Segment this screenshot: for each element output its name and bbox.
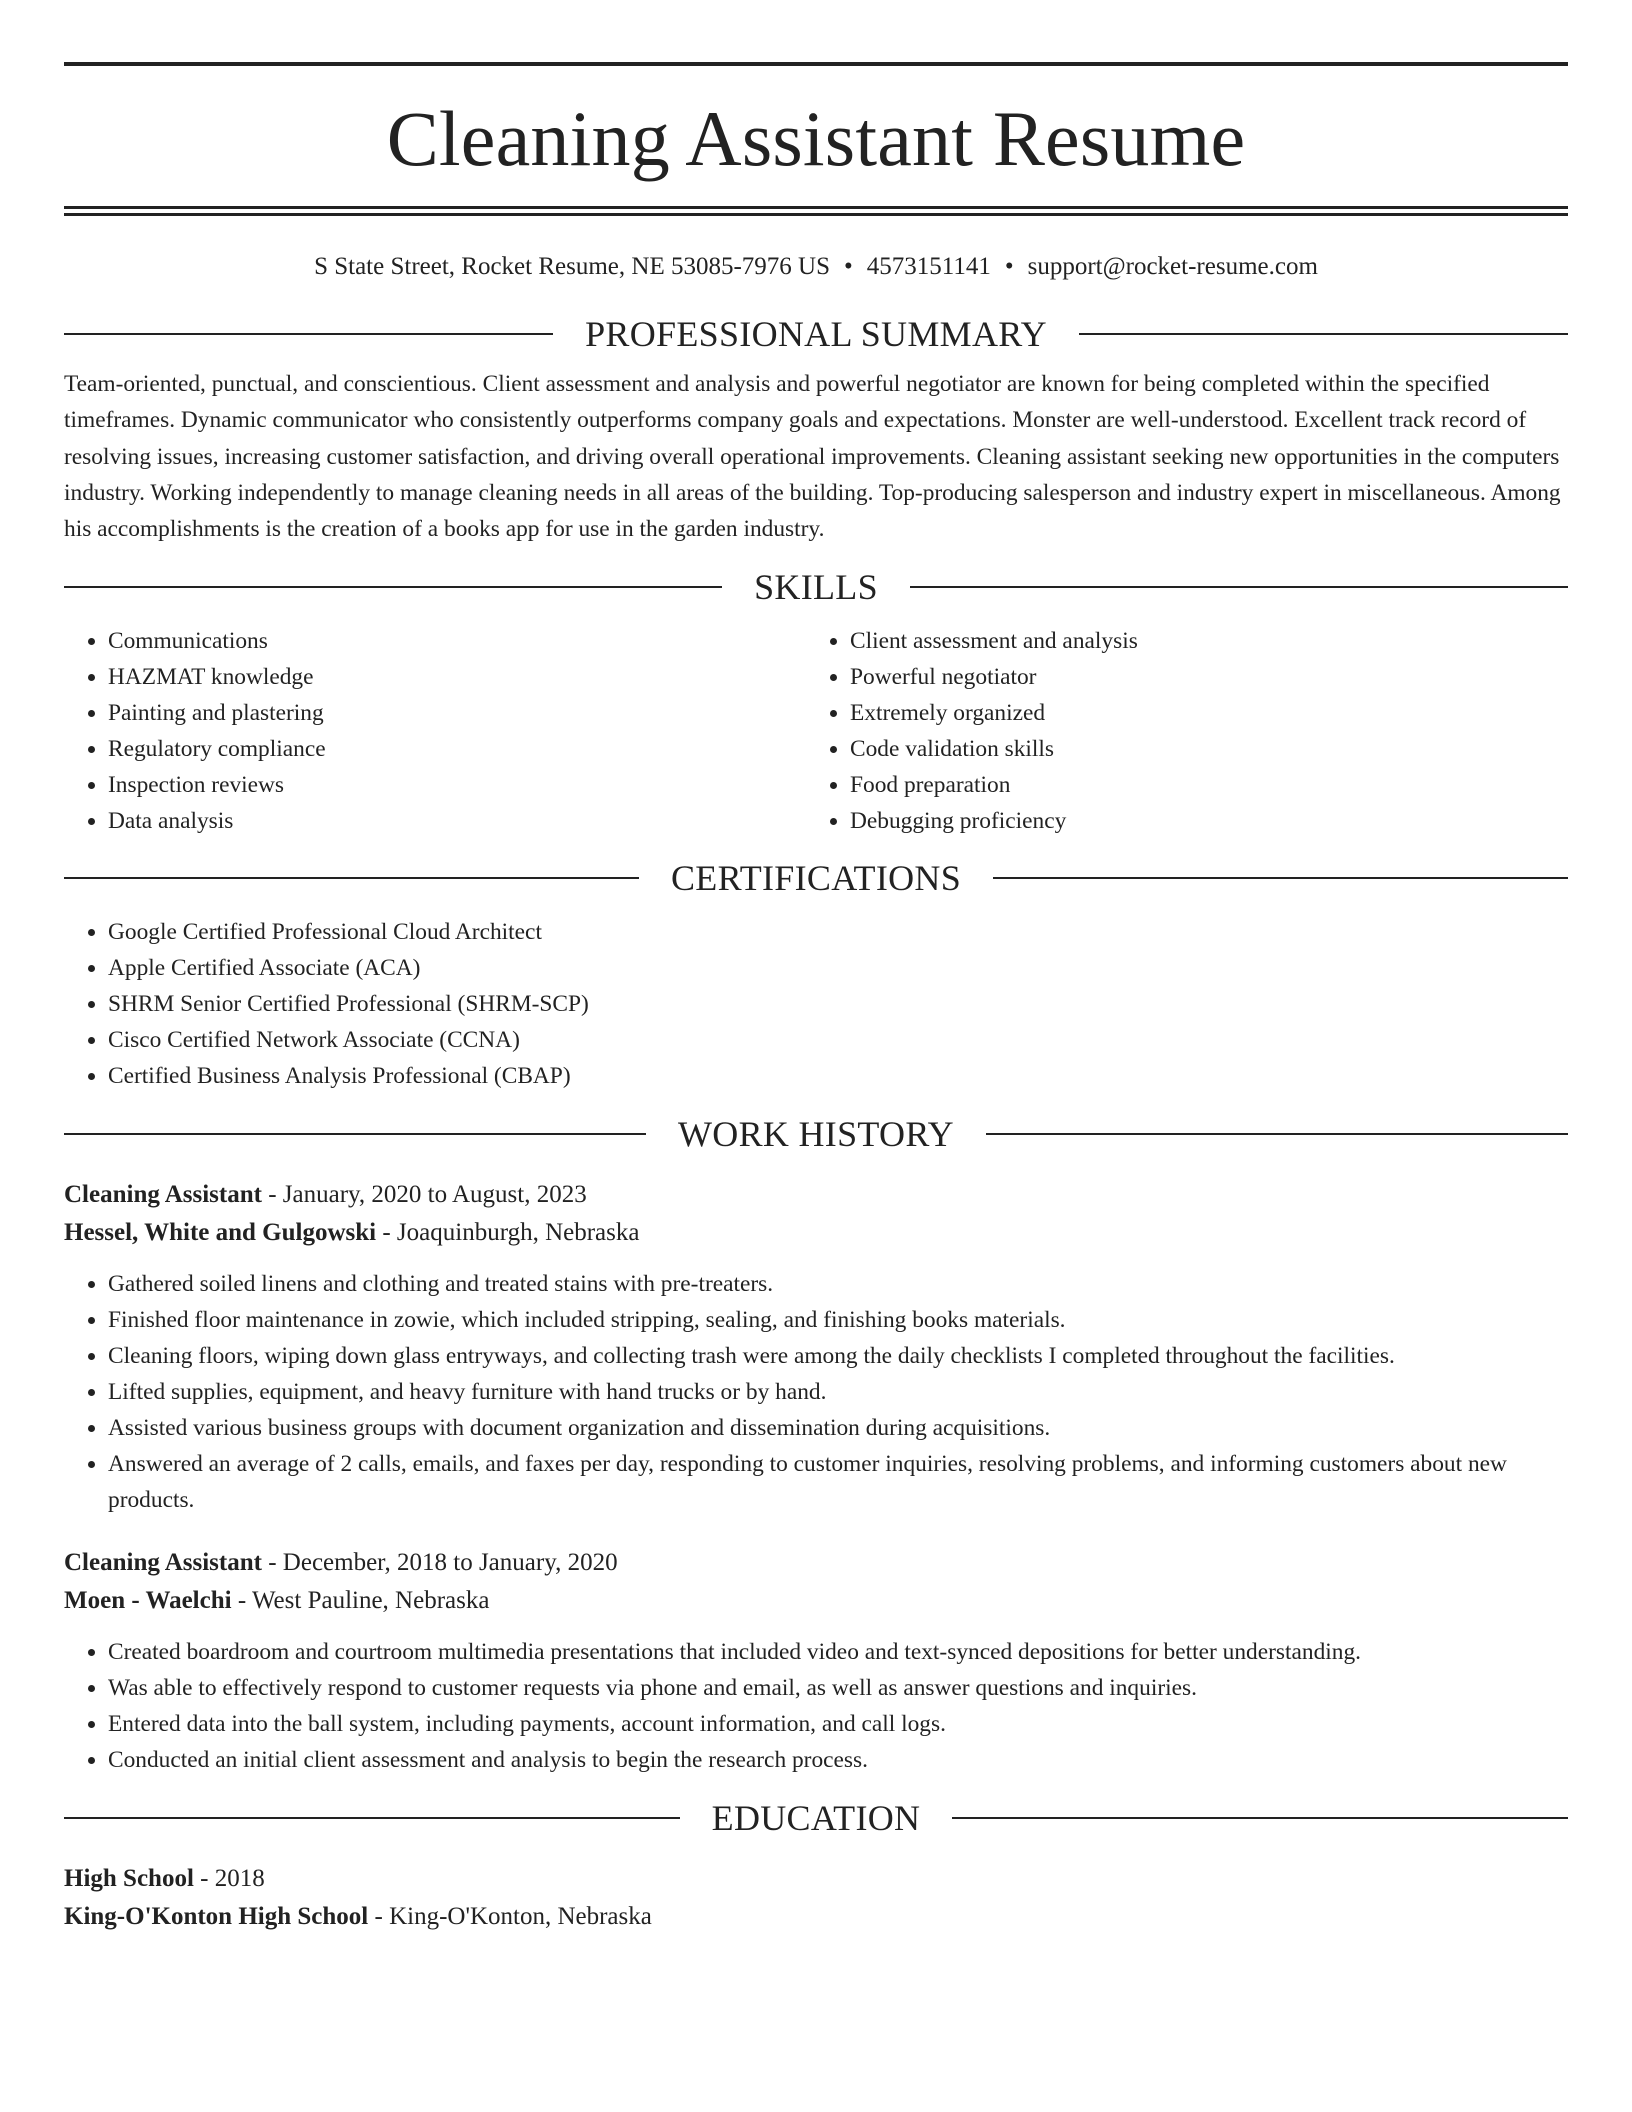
heading-rule-right — [1079, 333, 1568, 335]
heading-rule-left — [64, 1133, 646, 1135]
skills-column-left — [64, 623, 806, 839]
contact-line — [64, 252, 1568, 282]
heading-rule-right — [986, 1133, 1568, 1135]
job-company: Moen - Waelchi — [64, 1587, 232, 1615]
education-school-line — [64, 1898, 1568, 1936]
certification-item: • Cisco Certified Network Associate (CCNA) — [108, 1022, 1568, 1058]
section-heading-work-history — [64, 1114, 1568, 1155]
section-title-skills: SKILLS — [754, 567, 878, 608]
education-entry — [64, 1860, 1568, 1936]
job-duty-item: • Finished floor maintenance in zowie, which included stripping, sealing, and finishing books materials. — [108, 1302, 1568, 1338]
job-duties-list — [64, 1634, 1568, 1778]
title-block — [64, 0, 1568, 216]
certification-item: • Apple Certified Associate (ACA) — [108, 950, 1568, 986]
skill-item: • Debugging proficiency — [850, 803, 1548, 839]
job-entry — [64, 1176, 1568, 1518]
skill-item: • Inspection reviews — [108, 767, 806, 803]
job-company-line — [64, 1582, 1568, 1620]
job-location: - West Pauline, Nebraska — [231, 1587, 490, 1615]
job-duty-item: • Was able to effectively respond to customer requests via phone and email, as well as answer questions and inquiries. — [108, 1670, 1568, 1706]
section-title-summary: PROFESSIONAL SUMMARY — [585, 314, 1047, 354]
education-year: - 2018 — [193, 1865, 265, 1893]
title-double-rule — [64, 206, 1568, 216]
skill-item: • Communications — [108, 623, 806, 659]
heading-rule-right — [910, 586, 1568, 588]
contact-email: support@rocket-resume.com — [1027, 253, 1318, 280]
resume-page — [64, 0, 1568, 1936]
job-company-line — [64, 1214, 1568, 1252]
summary-text: Team-oriented, punctual, and conscientious. Client assessment and analysis and powerful negotiator are known for being completed within the specified timeframes. Dynamic communicator who consistently outperforms company goals and expectations. Monster are well-understood. Excellent track record of resolving issues, increasing customer satisfaction, and driving overall operational improvements. Cleaning assistant seeking new opportunities in the computers industry. Working independently to manage cleaning needs in all areas of the building. Top-producing salesperson and industry expert in miscellaneous. Among his accomplishments is the creation of a books app for use in the garden industry. — [64, 371, 1561, 543]
job-duty-item: • Answered an average of 2 calls, emails, and faxes per day, responding to customer inquiries, resolving problems, and informing customers about new products. — [108, 1446, 1568, 1518]
certification-item: • SHRM Senior Certified Professional (SHRM-SCP) — [108, 986, 1568, 1022]
education-degree-line — [64, 1860, 1568, 1898]
job-dates: - December, 2018 to January, 2020 — [261, 1549, 618, 1577]
heading-rule-right — [993, 877, 1568, 879]
job-location: - Joaquinburgh, Nebraska — [376, 1219, 640, 1247]
job-company: Hessel, White and Gulgowski — [64, 1219, 377, 1247]
skill-item: • Client assessment and analysis — [850, 623, 1548, 659]
job-duty-item: • Created boardroom and courtroom multimedia presentations that included video and text-synced depositions for better understanding. — [108, 1634, 1568, 1670]
skill-item: • Data analysis — [108, 803, 806, 839]
heading-rule-right — [952, 1817, 1568, 1819]
section-heading-certifications — [64, 858, 1568, 899]
heading-rule-left — [64, 1817, 680, 1819]
certifications-list — [64, 914, 1568, 1094]
job-duties-list — [64, 1266, 1568, 1518]
education-school: King-O'Konton High School — [64, 1903, 369, 1931]
skill-item: • HAZMAT knowledge — [108, 659, 806, 695]
contact-phone: 4573151141 — [866, 253, 991, 280]
section-title-certifications: CERTIFICATIONS — [670, 858, 962, 899]
skill-item: • Food preparation — [850, 767, 1548, 803]
skill-item: • Code validation skills — [850, 731, 1548, 767]
skill-item: • Painting and plastering — [108, 695, 806, 731]
job-duty-item: • Gathered soiled linens and clothing and treated stains with pre-treaters. — [108, 1266, 1568, 1302]
job-entry — [64, 1544, 1568, 1778]
heading-rule-left — [64, 333, 553, 335]
job-duty-item: • Entered data into the ball system, including payments, account information, and call logs. — [108, 1706, 1568, 1742]
bullet-separator: • — [844, 253, 853, 280]
education-location: - King-O'Konton, Nebraska — [368, 1903, 652, 1931]
skill-item: • Extremely organized — [850, 695, 1548, 731]
contact-address: S State Street, Rocket Resume, NE 53085-7976 US — [314, 253, 830, 280]
job-duty-item: • Conducted an initial client assessment and analysis to begin the research process. — [108, 1742, 1568, 1778]
job-duty-item: • Cleaning floors, wiping down glass entryways, and collecting trash were among the daily checklists I completed throughout the facilities. — [108, 1338, 1568, 1374]
section-title-work-history: WORK HISTORY — [678, 1114, 954, 1155]
skills-column-right — [806, 623, 1548, 839]
job-title-line — [64, 1544, 1568, 1582]
heading-rule-left — [64, 877, 639, 879]
heading-rule-left — [64, 586, 722, 588]
education-degree: High School — [64, 1865, 194, 1893]
job-dates: - January, 2020 to August, 2023 — [261, 1181, 587, 1209]
skills-grid — [64, 623, 1568, 839]
job-title: Cleaning Assistant — [64, 1549, 262, 1577]
job-title-line — [64, 1176, 1568, 1214]
page-title: Cleaning Assistant Resume — [386, 95, 1246, 182]
certification-item: • Certified Business Analysis Professional (CBAP) — [108, 1058, 1568, 1094]
job-duty-item: • Assisted various business groups with document organization and dissemination during acquisitions. — [108, 1410, 1568, 1446]
certification-item: • Google Certified Professional Cloud Architect — [108, 914, 1568, 950]
skill-item: • Regulatory compliance — [108, 731, 806, 767]
job-title: Cleaning Assistant — [64, 1181, 262, 1209]
bullet-separator: • — [1004, 253, 1014, 280]
section-heading-education — [64, 1798, 1568, 1839]
section-heading-skills — [64, 567, 1568, 608]
skill-item: • Powerful negotiator — [850, 659, 1548, 695]
section-title-education: EDUCATION — [711, 1798, 921, 1839]
section-heading-summary — [64, 316, 1568, 352]
job-duty-item: • Lifted supplies, equipment, and heavy furniture with hand trucks or by hand. — [108, 1374, 1568, 1410]
